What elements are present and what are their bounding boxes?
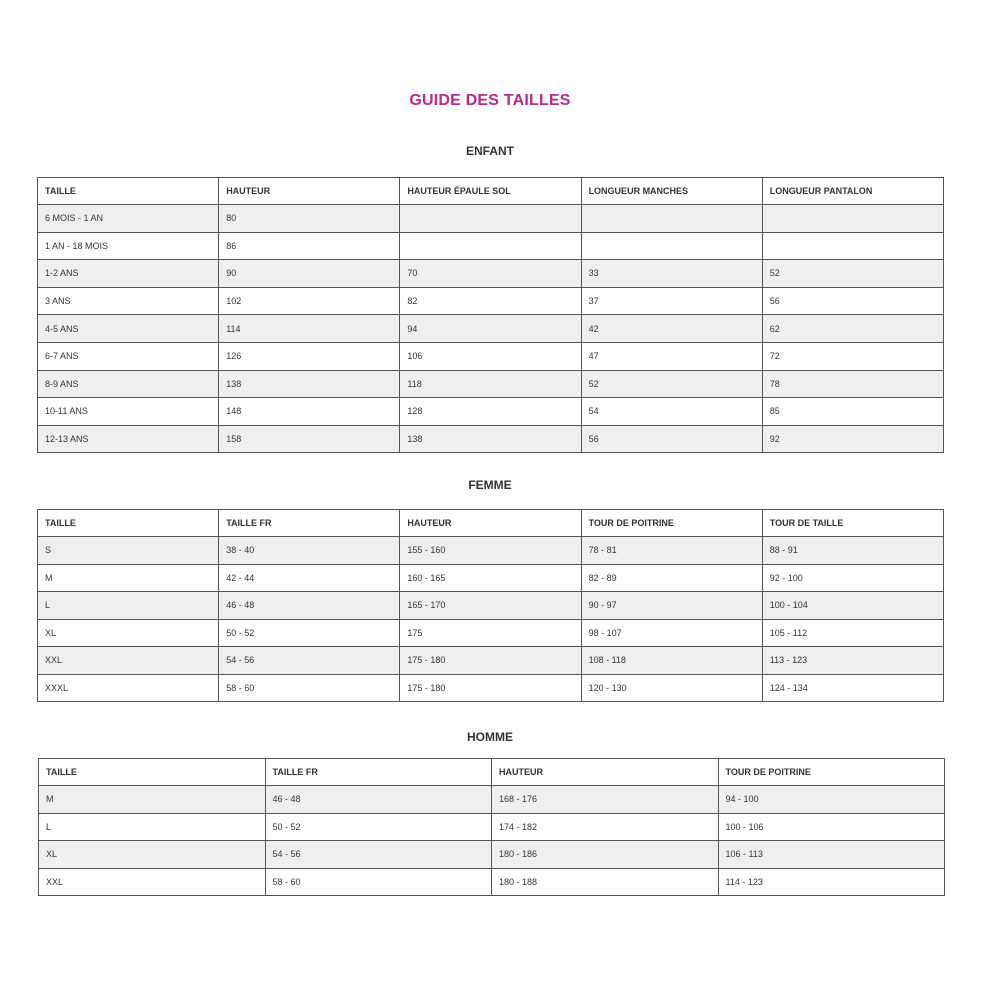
section-title-femme: FEMME: [468, 478, 512, 492]
table-cell: 120 - 130: [581, 674, 762, 702]
table-row: [38, 287, 944, 315]
table-cell: 6 MOIS - 1 AN: [38, 205, 219, 233]
column-header: LONGUEUR PANTALON: [762, 178, 943, 205]
table-cell: 54 - 56: [265, 841, 492, 869]
table-cell: M: [39, 786, 266, 814]
column-header: TOUR DE POITRINE: [581, 510, 762, 537]
table-cell: 85: [762, 398, 943, 426]
table-cell: 114 - 123: [718, 868, 945, 896]
table-cell: XXXL: [38, 674, 219, 702]
table-row: [38, 425, 944, 453]
table-row: [38, 592, 944, 620]
page-title: GUIDE DES TAILLES: [409, 92, 571, 109]
table-cell: 62: [762, 315, 943, 343]
column-header: HAUTEUR ÉPAULE SOL: [400, 178, 581, 205]
table-cell: L: [38, 592, 219, 620]
table-cell: 50 - 52: [265, 813, 492, 841]
table-cell: 82: [400, 287, 581, 315]
table-cell: M: [38, 564, 219, 592]
column-header: HAUTEUR: [219, 178, 400, 205]
size-table-femme: [37, 509, 944, 702]
table-cell: 175: [400, 619, 581, 647]
table-cell: [762, 205, 943, 233]
table-cell: L: [39, 813, 266, 841]
table-cell: [400, 232, 581, 260]
table-cell: 8-9 ANS: [38, 370, 219, 398]
table-cell: [400, 205, 581, 233]
table-cell: 82 - 89: [581, 564, 762, 592]
table-cell: 52: [762, 260, 943, 288]
table-cell: 56: [762, 287, 943, 315]
size-table-homme: [38, 758, 945, 896]
table-cell: 100 - 104: [762, 592, 943, 620]
size-table-enfant: [37, 177, 944, 453]
table-cell: 70: [400, 260, 581, 288]
table-cell: 113 - 123: [762, 647, 943, 675]
table-cell: 54: [581, 398, 762, 426]
table-cell: 88 - 91: [762, 537, 943, 565]
table-cell: 3 ANS: [38, 287, 219, 315]
table-cell: XL: [39, 841, 266, 869]
table-cell: 42 - 44: [219, 564, 400, 592]
table-cell: 180 - 186: [492, 841, 719, 869]
table-cell: 108 - 118: [581, 647, 762, 675]
table-cell: 6-7 ANS: [38, 342, 219, 370]
table-cell: 138: [219, 370, 400, 398]
table-cell: 105 - 112: [762, 619, 943, 647]
table-cell: 106: [400, 342, 581, 370]
table-cell: 175 - 180: [400, 647, 581, 675]
table-row: [38, 398, 944, 426]
table-header-row: [39, 759, 945, 786]
table-row: [39, 868, 945, 896]
table-cell: 168 - 176: [492, 786, 719, 814]
table-cell: 50 - 52: [219, 619, 400, 647]
table-row: [38, 647, 944, 675]
table-cell: 58 - 60: [265, 868, 492, 896]
table-row: [38, 315, 944, 343]
table-row: [39, 786, 945, 814]
table-cell: 38 - 40: [219, 537, 400, 565]
column-header: TAILLE: [39, 759, 266, 786]
table-cell: 4-5 ANS: [38, 315, 219, 343]
table-cell: 126: [219, 342, 400, 370]
table-row: [38, 260, 944, 288]
table-row: [38, 342, 944, 370]
table-cell: 56: [581, 425, 762, 453]
table-cell: 98 - 107: [581, 619, 762, 647]
table-cell: 94 - 100: [718, 786, 945, 814]
table-cell: 58 - 60: [219, 674, 400, 702]
column-header: LONGUEUR MANCHES: [581, 178, 762, 205]
column-header: TAILLE FR: [219, 510, 400, 537]
table-row: [38, 205, 944, 233]
table-cell: [581, 205, 762, 233]
table-cell: 180 - 188: [492, 868, 719, 896]
table-cell: 118: [400, 370, 581, 398]
column-header: HAUTEUR: [400, 510, 581, 537]
table-cell: 46 - 48: [219, 592, 400, 620]
table-cell: 94: [400, 315, 581, 343]
table-cell: 1 AN - 18 MOIS: [38, 232, 219, 260]
column-header: TOUR DE POITRINE: [718, 759, 945, 786]
table-header-row: [38, 178, 944, 205]
table-cell: 78 - 81: [581, 537, 762, 565]
table-cell: 47: [581, 342, 762, 370]
table-cell: 165 - 170: [400, 592, 581, 620]
table-cell: 114: [219, 315, 400, 343]
table-cell: 102: [219, 287, 400, 315]
table-cell: 90: [219, 260, 400, 288]
table-cell: XXL: [39, 868, 266, 896]
table-cell: 138: [400, 425, 581, 453]
table-cell: 124 - 134: [762, 674, 943, 702]
column-header: TAILLE FR: [265, 759, 492, 786]
column-header: HAUTEUR: [492, 759, 719, 786]
table-cell: [581, 232, 762, 260]
table-cell: S: [38, 537, 219, 565]
table-cell: 37: [581, 287, 762, 315]
table-cell: 174 - 182: [492, 813, 719, 841]
table-cell: 128: [400, 398, 581, 426]
table-cell: 160 - 165: [400, 564, 581, 592]
table-cell: 72: [762, 342, 943, 370]
table-cell: XXL: [38, 647, 219, 675]
table-cell: 33: [581, 260, 762, 288]
table-cell: 1-2 ANS: [38, 260, 219, 288]
section-title-homme: HOMME: [467, 730, 513, 744]
table-row: [38, 564, 944, 592]
table-cell: 92: [762, 425, 943, 453]
table-cell: 46 - 48: [265, 786, 492, 814]
table-cell: 92 - 100: [762, 564, 943, 592]
table-row: [38, 674, 944, 702]
table-cell: 158: [219, 425, 400, 453]
table-row: [39, 841, 945, 869]
table-row: [38, 619, 944, 647]
table-cell: 52: [581, 370, 762, 398]
column-header: TAILLE: [38, 510, 219, 537]
table-cell: 80: [219, 205, 400, 233]
table-cell: 175 - 180: [400, 674, 581, 702]
table-row: [38, 537, 944, 565]
table-cell: 90 - 97: [581, 592, 762, 620]
column-header: TOUR DE TAILLE: [762, 510, 943, 537]
column-header: TAILLE: [38, 178, 219, 205]
table-cell: 54 - 56: [219, 647, 400, 675]
table-cell: XL: [38, 619, 219, 647]
table-cell: 106 - 113: [718, 841, 945, 869]
table-cell: 10-11 ANS: [38, 398, 219, 426]
table-cell: 86: [219, 232, 400, 260]
section-title-enfant: ENFANT: [466, 144, 514, 158]
table-header-row: [38, 510, 944, 537]
table-cell: 78: [762, 370, 943, 398]
table-row: [38, 232, 944, 260]
table-row: [39, 813, 945, 841]
table-cell: 12-13 ANS: [38, 425, 219, 453]
table-cell: 148: [219, 398, 400, 426]
table-cell: 42: [581, 315, 762, 343]
table-cell: [762, 232, 943, 260]
table-cell: 100 - 106: [718, 813, 945, 841]
table-cell: 155 - 160: [400, 537, 581, 565]
table-row: [38, 370, 944, 398]
